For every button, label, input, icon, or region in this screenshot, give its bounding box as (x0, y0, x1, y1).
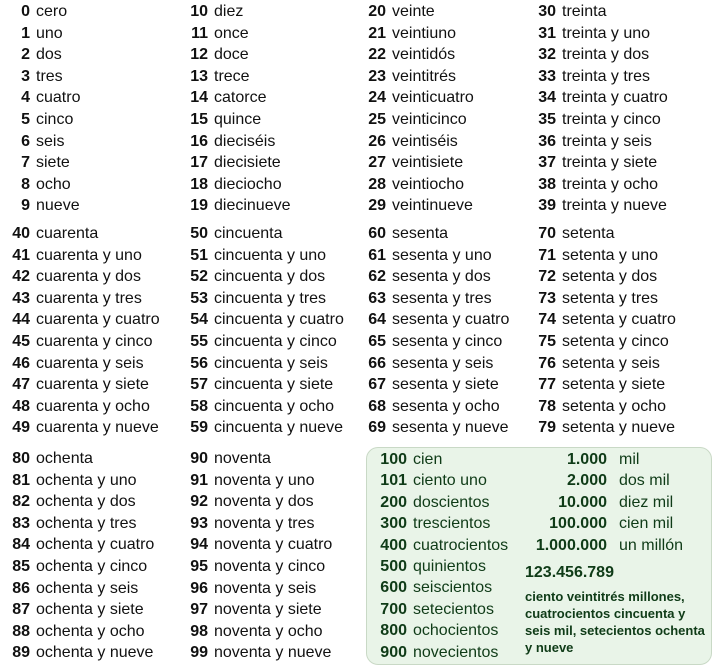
thousands-row (497, 535, 707, 557)
number-word: diecisiete (214, 154, 281, 172)
number-word: cincuenta y dos (214, 268, 326, 286)
number-digit: 56 (190, 354, 208, 372)
number-word: ocho (36, 175, 71, 193)
number-word: noventa y cuatro (214, 536, 333, 554)
number-digit: 7 (21, 154, 30, 172)
number-word: cuarenta (36, 225, 99, 242)
number-word: treinta y ocho (562, 175, 659, 193)
number-digit: 22 (368, 46, 386, 64)
number-word: cincuenta y seis (214, 354, 328, 372)
number-word: noventa y nueve (214, 644, 332, 662)
number-digit: 26 (368, 132, 386, 150)
number-digit: 90 (190, 450, 208, 467)
number-digit: 14 (190, 89, 208, 107)
number-digit: 52 (190, 268, 208, 286)
number-word: cuarenta y ocho (36, 397, 150, 415)
number-word: noventa y uno (214, 471, 315, 489)
number-word: cincuenta (214, 225, 283, 242)
number-digit: 200 (380, 493, 407, 511)
number-word: trece (214, 67, 250, 85)
number-digit: 101 (380, 472, 407, 490)
number-word: un millón (619, 536, 684, 554)
number-word: treinta y seis (562, 132, 652, 150)
number-word: setenta y tres (562, 289, 659, 307)
number-digit: 54 (190, 311, 208, 329)
number-digit: 93 (190, 514, 208, 532)
number-digit: 0 (21, 3, 30, 20)
number-digit: 43 (12, 289, 30, 307)
number-digit: 91 (190, 471, 208, 489)
number-digit: 13 (190, 67, 208, 85)
number-digit: 92 (190, 493, 208, 511)
number-digit: 85 (12, 558, 30, 575)
number-digit: 16 (190, 132, 208, 150)
number-digit: 31 (538, 24, 556, 42)
number-word: sesenta y dos (392, 268, 491, 286)
number-digit: 800 (380, 622, 407, 640)
number-word: treinta y siete (562, 154, 658, 172)
number-digit: 34 (538, 89, 556, 107)
number-word: cincuenta y cinco (214, 333, 337, 350)
number-word: veintidós (392, 46, 456, 64)
number-word: noventa y cinco (214, 558, 326, 575)
number-digit: 86 (12, 579, 30, 597)
number-word: setenta y nueve (562, 419, 675, 437)
number-word: treinta (562, 3, 607, 20)
number-digit: 600 (380, 579, 407, 597)
number-digit: 700 (380, 600, 407, 618)
number-digit: 3 (21, 67, 30, 85)
number-digit: 99 (190, 644, 208, 662)
number-word: uno (36, 24, 63, 42)
number-digit: 76 (538, 354, 556, 372)
number-word: treinta y cinco (562, 111, 661, 128)
number-word: cincuenta y siete (214, 376, 334, 394)
number-word: veintiséis (392, 132, 458, 150)
number-digit: 41 (12, 246, 30, 264)
number-word: doce (214, 46, 249, 64)
number-digit: 300 (380, 515, 407, 533)
number-digit: 2 (21, 46, 30, 64)
number-word: veintinueve (392, 197, 473, 215)
number-digit: 80 (12, 450, 30, 467)
number-word: ochenta (36, 450, 93, 467)
number-digit: 64 (368, 311, 386, 329)
number-digit: 71 (538, 246, 556, 264)
number-digit: 53 (190, 289, 208, 307)
number-digit: 2.000 (566, 472, 607, 490)
number-word: noventa y ocho (214, 622, 323, 640)
thousands-row (497, 513, 707, 535)
number-word: quince (214, 111, 262, 128)
number-word: treinta y tres (562, 67, 651, 85)
number-word: siete (36, 154, 70, 172)
number-word: noventa y dos (214, 493, 314, 511)
number-digit: 37 (538, 154, 556, 172)
number-digit: 44 (12, 311, 30, 329)
number-digit: 66 (368, 354, 386, 372)
number-word: treinta y nueve (562, 197, 667, 215)
number-digit: 74 (538, 311, 556, 329)
number-digit: 96 (190, 579, 208, 597)
number-word: sesenta y cinco (392, 333, 503, 350)
number-digit: 77 (538, 376, 556, 394)
number-digit: 30 (538, 3, 556, 20)
number-word: treinta y uno (562, 24, 651, 42)
number-digit: 18 (190, 175, 208, 193)
number-digit: 61 (368, 246, 386, 264)
number-word: diez mil (619, 493, 674, 511)
number-digit: 15 (190, 111, 208, 128)
number-digit: 28 (368, 175, 386, 193)
number-word: veintiuno (392, 24, 457, 42)
number-digit: 70 (538, 225, 556, 242)
number-word: seis (36, 132, 65, 150)
number-word: cincuenta y tres (214, 289, 327, 307)
number-digit: 38 (538, 175, 556, 193)
number-word: setenta y uno (562, 246, 659, 264)
number-digit: 57 (190, 376, 208, 394)
number-digit: 94 (190, 536, 208, 554)
number-word: cuarenta y cuatro (36, 311, 160, 329)
number-word: dieciséis (214, 132, 276, 150)
number-word: setenta y cuatro (562, 311, 676, 329)
number-digit: 73 (538, 289, 556, 307)
number-word: sesenta y siete (392, 376, 499, 394)
number-word: ochenta y dos (36, 493, 136, 511)
number-digit: 25 (368, 111, 386, 128)
number-digit: 89 (12, 644, 30, 662)
number-digit: 20 (368, 3, 386, 20)
number-digit: 62 (368, 268, 386, 286)
thousands-row (497, 470, 707, 492)
number-digit: 17 (190, 154, 208, 172)
number-digit: 1.000.000 (535, 536, 607, 554)
number-word: setenta y cinco (562, 333, 669, 350)
number-digit: 65 (368, 333, 386, 350)
number-word: setenta (562, 225, 615, 242)
number-digit: 68 (368, 397, 386, 415)
number-word: ochocientos (413, 622, 499, 640)
number-digit: 1.000 (566, 451, 607, 468)
number-word: sesenta y tres (392, 289, 492, 307)
number-word: noventa y seis (214, 579, 317, 597)
number-word: cuatrocientos (413, 536, 509, 554)
number-digit: 5 (21, 111, 30, 128)
number-digit: 6 (21, 132, 30, 150)
number-word: noventa y tres (214, 514, 315, 532)
number-digit: 69 (368, 419, 386, 437)
number-digit: 81 (12, 471, 30, 489)
number-word: cuarenta y cinco (36, 333, 153, 350)
number-word: cuarenta y seis (36, 354, 144, 372)
number-digit: 900 (380, 643, 407, 661)
number-digit: 8 (21, 175, 30, 193)
number-word: noventa y siete (214, 601, 322, 619)
number-digit: 19 (190, 197, 208, 215)
example-words: ciento veintitrés millones, cuatrocientos cincuenta y seis mil, setecientos ochenta y nueve (525, 589, 705, 655)
number-digit: 100 (380, 451, 407, 468)
number-word: ochenta y cinco (36, 558, 148, 575)
number-digit: 24 (368, 89, 386, 107)
number-word: cuarenta y siete (36, 376, 149, 394)
number-word: quinientos (413, 558, 486, 575)
number-word: cero (36, 3, 68, 20)
number-word: sesenta y uno (392, 246, 492, 264)
number-digit: 58 (190, 397, 208, 415)
number-digit: 48 (12, 397, 30, 415)
number-word: doscientos (413, 493, 490, 511)
number-digit: 9 (21, 197, 30, 215)
number-word: treinta y dos (562, 46, 650, 64)
number-digit: 82 (12, 493, 30, 511)
number-word: ochenta y siete (36, 601, 144, 619)
number-digit: 29 (368, 197, 386, 215)
number-word: setenta y seis (562, 354, 660, 372)
number-word: veintisiete (392, 154, 464, 172)
number-digit: 60 (368, 225, 386, 242)
number-word: ochenta y seis (36, 579, 139, 597)
number-word: catorce (214, 89, 267, 107)
number-word: veinticinco (392, 111, 467, 128)
number-digit: 75 (538, 333, 556, 350)
number-digit: 98 (190, 622, 208, 640)
number-word: diecinueve (214, 197, 291, 215)
number-word: setenta y ocho (562, 397, 667, 415)
number-word: cuarenta y uno (36, 246, 142, 264)
number-digit: 21 (368, 24, 386, 42)
number-word: setenta y dos (562, 268, 658, 286)
number-word: cuarenta y nueve (36, 419, 159, 437)
number-digit: 67 (368, 376, 386, 394)
number-word: ochenta y cuatro (36, 536, 155, 554)
number-word: once (214, 24, 249, 42)
number-digit: 45 (12, 333, 30, 350)
number-word: novecientos (413, 643, 499, 661)
large-numbers-box (366, 447, 712, 665)
number-digit: 87 (12, 601, 30, 619)
number-digit: 50 (190, 225, 208, 242)
number-word: tres (36, 67, 63, 85)
number-digit: 79 (538, 419, 556, 437)
number-digit: 97 (190, 601, 208, 619)
number-word: cincuenta y uno (214, 246, 327, 264)
number-word: nueve (36, 197, 80, 215)
number-word: setecientos (413, 600, 494, 618)
number-word: ochenta y uno (36, 471, 137, 489)
number-word: veinte (392, 3, 435, 20)
number-word: cincuenta y cuatro (214, 311, 344, 329)
number-word: ochenta y nueve (36, 644, 154, 662)
number-word: cincuenta y ocho (214, 397, 335, 415)
number-digit: 83 (12, 514, 30, 532)
number-word: sesenta y nueve (392, 419, 509, 437)
number-word: cuarenta y dos (36, 268, 141, 286)
number-digit: 10 (190, 3, 208, 20)
number-digit: 40 (12, 225, 30, 242)
number-digit: 100.000 (549, 515, 607, 533)
number-digit: 4 (21, 89, 30, 107)
number-digit: 36 (538, 132, 556, 150)
number-digit: 500 (380, 558, 407, 575)
number-digit: 47 (12, 376, 30, 394)
number-digit: 33 (538, 67, 556, 85)
number-word: seiscientos (413, 579, 493, 597)
number-digit: 49 (12, 419, 30, 437)
number-digit: 72 (538, 268, 556, 286)
number-word: ochenta y tres (36, 514, 137, 532)
number-digit: 88 (12, 622, 30, 640)
number-word: noventa (214, 450, 271, 467)
number-word: veintiocho (392, 175, 465, 193)
example-number: 123.456.789 (525, 564, 614, 581)
number-digit: 11 (191, 24, 208, 42)
number-word: sesenta y seis (392, 354, 494, 372)
number-word: cinco (36, 111, 74, 128)
number-word: diez (214, 3, 244, 20)
number-digit: 59 (190, 419, 208, 437)
number-digit: 12 (190, 46, 208, 64)
number-word: dieciocho (214, 175, 282, 193)
number-word: cien (413, 451, 443, 468)
number-digit: 35 (538, 111, 556, 128)
number-word: treinta y cuatro (562, 89, 668, 107)
number-word: cincuenta y nueve (214, 419, 343, 437)
number-word: cuatro (36, 89, 81, 107)
number-word: cuarenta y tres (36, 289, 142, 307)
number-digit: 78 (538, 397, 556, 415)
number-digit: 84 (12, 536, 30, 554)
number-digit: 400 (380, 536, 407, 554)
thousands-row (497, 449, 707, 471)
number-word: dos mil (619, 472, 670, 490)
number-digit: 51 (190, 246, 208, 264)
number-digit: 46 (12, 354, 30, 372)
number-word: sesenta y cuatro (392, 311, 510, 329)
thousands-row (497, 492, 707, 514)
number-digit: 95 (190, 558, 208, 575)
number-digit: 1 (21, 24, 30, 42)
number-digit: 63 (368, 289, 386, 307)
number-word: cien mil (619, 515, 674, 533)
number-digit: 32 (538, 46, 556, 64)
number-word: sesenta (392, 225, 449, 242)
number-word: trescientos (413, 515, 491, 533)
number-word: veintitrés (392, 67, 457, 85)
number-word: setenta y siete (562, 376, 666, 394)
number-word: ciento uno (413, 472, 487, 490)
number-word: veinticuatro (392, 89, 474, 107)
number-word: dos (36, 46, 62, 64)
number-digit: 10.000 (558, 493, 607, 511)
number-digit: 55 (190, 333, 208, 350)
number-digit: 42 (12, 268, 30, 286)
number-word: sesenta y ocho (392, 397, 500, 415)
number-word: mil (619, 451, 640, 468)
number-word: ochenta y ocho (36, 622, 145, 640)
number-digit: 23 (368, 67, 386, 85)
number-digit: 39 (538, 197, 556, 215)
number-digit: 27 (368, 154, 386, 172)
